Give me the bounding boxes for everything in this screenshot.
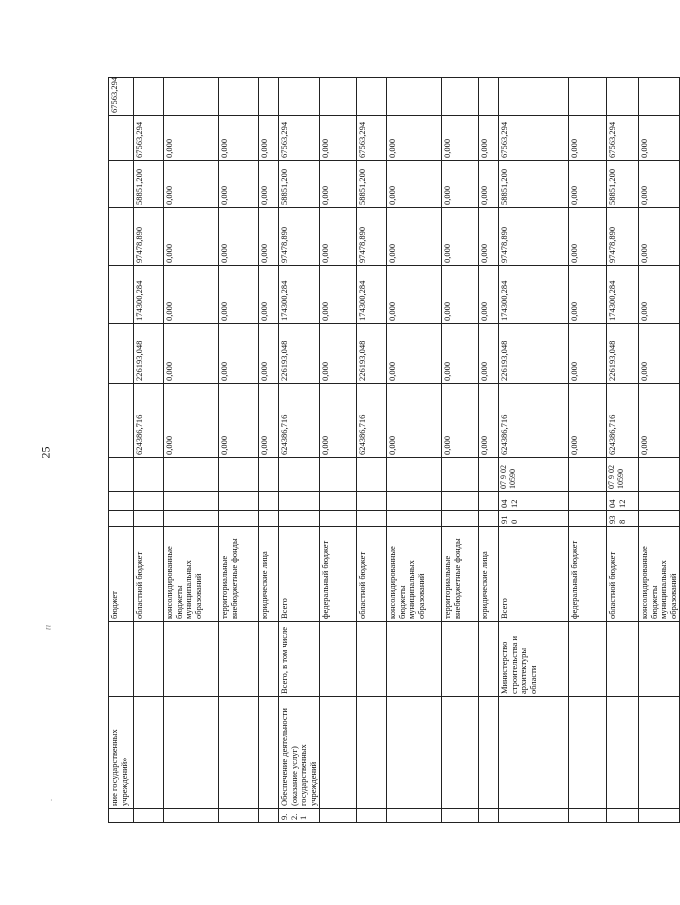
item-title-cell (134, 697, 164, 809)
responsible-cell (479, 622, 499, 697)
item-number-cell (109, 809, 134, 823)
funding-source-cell: федеральный бюджет (569, 527, 607, 622)
target-code-cell: 07 9 02 10590 (607, 458, 639, 492)
grbs-code-cell: 938 (607, 511, 639, 527)
total-amount-cell: 0,000 (442, 384, 479, 458)
section-code-cell (109, 492, 134, 511)
amount-year-5-cell: 0,000 (569, 116, 607, 161)
funding-source-cell: территориальные внебюджетные фонды (442, 527, 479, 622)
amount-year-5-cell: 0,000 (479, 116, 499, 161)
funding-source-cell: областной бюджет (607, 527, 639, 622)
amount-year-4-cell: 0,000 (219, 161, 259, 208)
amount-year-1-cell: 226193,048 (357, 324, 387, 384)
amount-year-3-cell: 97478,890 (279, 208, 320, 266)
table-row (164, 78, 219, 823)
amount-year-2-cell: 0,000 (639, 266, 680, 324)
section-code-cell (279, 492, 320, 511)
item-title-cell (164, 697, 219, 809)
amount-year-4-cell: 58851,200 (134, 161, 164, 208)
section-code-cell (569, 492, 607, 511)
item-number-cell: 9.2.1 (279, 809, 320, 823)
grbs-code-cell (639, 511, 680, 527)
page-number: 25 (38, 446, 53, 459)
amount-year-2-cell: 0,000 (164, 266, 219, 324)
table-row (279, 78, 320, 823)
responsible-cell (639, 622, 680, 697)
table-row (259, 78, 279, 823)
amount-year-3-cell: 0,000 (569, 208, 607, 266)
target-code-cell (442, 458, 479, 492)
total-amount-cell: 0,000 (164, 384, 219, 458)
total-amount-cell: 0,000 (387, 384, 442, 458)
item-number-cell (164, 809, 219, 823)
target-code-cell (569, 458, 607, 492)
section-code-cell (219, 492, 259, 511)
item-title-cell (499, 697, 569, 809)
total-amount-cell (109, 384, 134, 458)
amount-year-4-cell: 58851,200 (279, 161, 320, 208)
amount-year-2-cell (109, 266, 134, 324)
section-code-cell (442, 492, 479, 511)
responsible-cell (387, 622, 442, 697)
funding-source-cell: консолидированные бюджеты муниципальных образований (639, 527, 680, 622)
amount-year-4-cell: 0,000 (320, 161, 357, 208)
amount-year-1-cell: 226193,048 (279, 324, 320, 384)
amount-year-2-cell: 0,000 (442, 266, 479, 324)
table-row (479, 78, 499, 823)
responsible-cell (109, 622, 134, 697)
margin-mark-dot: . (44, 798, 55, 802)
amount-year-5-cell: 67563,294 (134, 116, 164, 161)
target-code-cell (219, 458, 259, 492)
target-code-cell: 07 9 02 10590 (499, 458, 569, 492)
item-title-cell: Обеспечение деятельности (оказание услуг) государственных учреждений (279, 697, 320, 809)
margin-mark: ⴖ (42, 624, 53, 631)
funding-source-cell: консолидированные бюджеты муниципальных образований (387, 527, 442, 622)
responsible-cell (164, 622, 219, 697)
amount-year-2-cell: 0,000 (569, 266, 607, 324)
amount-year-3-cell: 0,000 (259, 208, 279, 266)
rotated-table-container (108, 76, 678, 823)
item-title-cell (479, 697, 499, 809)
amount-year-2-cell: 174300,284 (134, 266, 164, 324)
amount-year-3-cell: 97478,890 (357, 208, 387, 266)
amount-year-3-cell: 0,000 (387, 208, 442, 266)
table-row (569, 78, 607, 823)
amount-year-1-cell: 0,000 (442, 324, 479, 384)
responsible-cell (569, 622, 607, 697)
amount-year-1-cell: 226193,048 (134, 324, 164, 384)
item-number-cell (499, 809, 569, 823)
amount-year-3-cell: 0,000 (320, 208, 357, 266)
responsible-cell: Министерство строительства и архитектуры области (499, 622, 569, 697)
amount-year-6-cell (320, 78, 357, 116)
amount-year-1-cell: 0,000 (479, 324, 499, 384)
funding-source-cell: областной бюджет (357, 527, 387, 622)
amount-year-6-cell (164, 78, 219, 116)
amount-year-4-cell: 0,000 (479, 161, 499, 208)
amount-year-2-cell: 0,000 (479, 266, 499, 324)
total-amount-cell: 0,000 (479, 384, 499, 458)
item-title-cell (639, 697, 680, 809)
funding-source-cell: юридические лица (479, 527, 499, 622)
amount-year-1-cell: 0,000 (387, 324, 442, 384)
target-code-cell (387, 458, 442, 492)
amount-year-5-cell (109, 116, 134, 161)
amount-year-3-cell: 0,000 (639, 208, 680, 266)
amount-year-3-cell: 0,000 (479, 208, 499, 266)
item-number-cell (259, 809, 279, 823)
amount-year-1-cell: 226193,048 (607, 324, 639, 384)
grbs-code-cell (259, 511, 279, 527)
funding-source-cell: Всего (279, 527, 320, 622)
item-title-cell (259, 697, 279, 809)
amount-year-6-cell (499, 78, 569, 116)
section-code-cell: 04 12 (607, 492, 639, 511)
funding-source-cell: территориальные внебюджетные фонды (219, 527, 259, 622)
grbs-code-cell (109, 511, 134, 527)
table-row (357, 78, 387, 823)
grbs-code-cell (442, 511, 479, 527)
section-code-cell (320, 492, 357, 511)
item-title-cell: ние государственных учреждений» (109, 697, 134, 809)
amount-year-6-cell (479, 78, 499, 116)
total-amount-cell: 0,000 (569, 384, 607, 458)
amount-year-6-cell (442, 78, 479, 116)
responsible-cell (134, 622, 164, 697)
amount-year-3-cell: 97478,890 (134, 208, 164, 266)
item-number-cell (639, 809, 680, 823)
item-number-cell (479, 809, 499, 823)
amount-year-5-cell: 67563,294 (499, 116, 569, 161)
total-amount-cell: 624386,716 (499, 384, 569, 458)
amount-year-1-cell: 0,000 (219, 324, 259, 384)
grbs-code-cell (134, 511, 164, 527)
responsible-cell (320, 622, 357, 697)
amount-year-1-cell: 0,000 (259, 324, 279, 384)
amount-year-6-cell (639, 78, 680, 116)
amount-year-6-cell (279, 78, 320, 116)
table-body (109, 78, 680, 823)
amount-year-4-cell: 0,000 (639, 161, 680, 208)
funding-source-cell: юридические лица (259, 527, 279, 622)
total-amount-cell: 624386,716 (134, 384, 164, 458)
responsible-cell (357, 622, 387, 697)
section-code-cell (134, 492, 164, 511)
total-amount-cell: 0,000 (259, 384, 279, 458)
amount-year-5-cell: 0,000 (164, 116, 219, 161)
target-code-cell (259, 458, 279, 492)
target-code-cell (279, 458, 320, 492)
amount-year-2-cell: 174300,284 (279, 266, 320, 324)
target-code-cell (109, 458, 134, 492)
grbs-code-cell (387, 511, 442, 527)
amount-year-4-cell: 58851,200 (357, 161, 387, 208)
total-amount-cell: 624386,716 (607, 384, 639, 458)
total-amount-cell: 0,000 (219, 384, 259, 458)
item-number-cell (320, 809, 357, 823)
amount-year-5-cell: 0,000 (639, 116, 680, 161)
table-row (442, 78, 479, 823)
target-code-cell (134, 458, 164, 492)
total-amount-cell: 0,000 (639, 384, 680, 458)
total-amount-cell: 624386,716 (279, 384, 320, 458)
table-row (387, 78, 442, 823)
amount-year-2-cell: 0,000 (259, 266, 279, 324)
amount-year-5-cell: 0,000 (387, 116, 442, 161)
funding-source-cell: Всего (499, 527, 569, 622)
responsible-cell: Всего, в том числе (279, 622, 320, 697)
amount-year-4-cell (109, 161, 134, 208)
grbs-code-cell (320, 511, 357, 527)
responsible-cell (219, 622, 259, 697)
amount-year-4-cell: 0,000 (569, 161, 607, 208)
amount-year-5-cell: 0,000 (442, 116, 479, 161)
item-title-cell (442, 697, 479, 809)
grbs-code-cell (357, 511, 387, 527)
total-amount-cell: 0,000 (320, 384, 357, 458)
item-number-cell (357, 809, 387, 823)
amount-year-6-cell (357, 78, 387, 116)
amount-year-1-cell: 0,000 (569, 324, 607, 384)
responsible-cell (442, 622, 479, 697)
amount-year-5-cell: 0,000 (259, 116, 279, 161)
item-title-cell (219, 697, 259, 809)
amount-year-3-cell: 0,000 (164, 208, 219, 266)
amount-year-1-cell (109, 324, 134, 384)
amount-year-6-cell (387, 78, 442, 116)
amount-year-2-cell: 0,000 (320, 266, 357, 324)
amount-year-5-cell: 0,000 (320, 116, 357, 161)
amount-year-1-cell: 0,000 (320, 324, 357, 384)
amount-year-1-cell: 0,000 (164, 324, 219, 384)
amount-year-6-cell (219, 78, 259, 116)
amount-year-2-cell: 174300,284 (607, 266, 639, 324)
amount-year-2-cell: 174300,284 (357, 266, 387, 324)
table-row (219, 78, 259, 823)
amount-year-2-cell: 0,000 (387, 266, 442, 324)
item-title-cell (569, 697, 607, 809)
amount-year-5-cell: 67563,294 (357, 116, 387, 161)
target-code-cell (320, 458, 357, 492)
responsible-cell (607, 622, 639, 697)
amount-year-1-cell: 226193,048 (499, 324, 569, 384)
item-number-cell (569, 809, 607, 823)
table-row (499, 78, 569, 823)
amount-year-2-cell: 174300,284 (499, 266, 569, 324)
amount-year-6-cell (134, 78, 164, 116)
amount-year-3-cell (109, 208, 134, 266)
table-row (320, 78, 357, 823)
item-number-cell (219, 809, 259, 823)
amount-year-6-cell (259, 78, 279, 116)
grbs-code-cell: 910 (499, 511, 569, 527)
item-number-cell (442, 809, 479, 823)
funding-source-cell: федеральный бюджет (320, 527, 357, 622)
amount-year-6-cell: 67563,294 (109, 78, 134, 116)
amount-year-3-cell: 97478,890 (607, 208, 639, 266)
target-code-cell (164, 458, 219, 492)
item-title-cell (607, 697, 639, 809)
amount-year-4-cell: 58851,200 (607, 161, 639, 208)
amount-year-4-cell: 0,000 (259, 161, 279, 208)
amount-year-5-cell: 67563,294 (607, 116, 639, 161)
target-code-cell (639, 458, 680, 492)
section-code-cell (387, 492, 442, 511)
funding-source-cell: консолидированные бюджеты муниципальных образований (164, 527, 219, 622)
amount-year-4-cell: 58851,200 (499, 161, 569, 208)
amount-year-6-cell (607, 78, 639, 116)
amount-year-6-cell (569, 78, 607, 116)
item-number-cell (607, 809, 639, 823)
item-title-cell (320, 697, 357, 809)
responsible-cell (259, 622, 279, 697)
section-code-cell: 04 12 (499, 492, 569, 511)
funding-source-cell: областной бюджет (134, 527, 164, 622)
amount-year-2-cell: 0,000 (219, 266, 259, 324)
amount-year-4-cell: 0,000 (387, 161, 442, 208)
grbs-code-cell (219, 511, 259, 527)
amount-year-3-cell: 97478,890 (499, 208, 569, 266)
amount-year-3-cell: 0,000 (442, 208, 479, 266)
item-title-cell (357, 697, 387, 809)
amount-year-1-cell: 0,000 (639, 324, 680, 384)
section-code-cell (639, 492, 680, 511)
item-number-cell (387, 809, 442, 823)
grbs-code-cell (479, 511, 499, 527)
grbs-code-cell (569, 511, 607, 527)
section-code-cell (357, 492, 387, 511)
item-title-cell (387, 697, 442, 809)
target-code-cell (479, 458, 499, 492)
budget-table (108, 77, 680, 823)
grbs-code-cell (279, 511, 320, 527)
amount-year-4-cell: 0,000 (164, 161, 219, 208)
amount-year-4-cell: 0,000 (442, 161, 479, 208)
amount-year-3-cell: 0,000 (219, 208, 259, 266)
table-row (134, 78, 164, 823)
table-row (639, 78, 680, 823)
table-row (109, 78, 134, 823)
section-code-cell (479, 492, 499, 511)
amount-year-5-cell: 0,000 (219, 116, 259, 161)
item-number-cell (134, 809, 164, 823)
amount-year-5-cell: 67563,294 (279, 116, 320, 161)
table-row (607, 78, 639, 823)
section-code-cell (164, 492, 219, 511)
section-code-cell (259, 492, 279, 511)
grbs-code-cell (164, 511, 219, 527)
total-amount-cell: 624386,716 (357, 384, 387, 458)
target-code-cell (357, 458, 387, 492)
funding-source-cell: бюджет (109, 527, 134, 622)
